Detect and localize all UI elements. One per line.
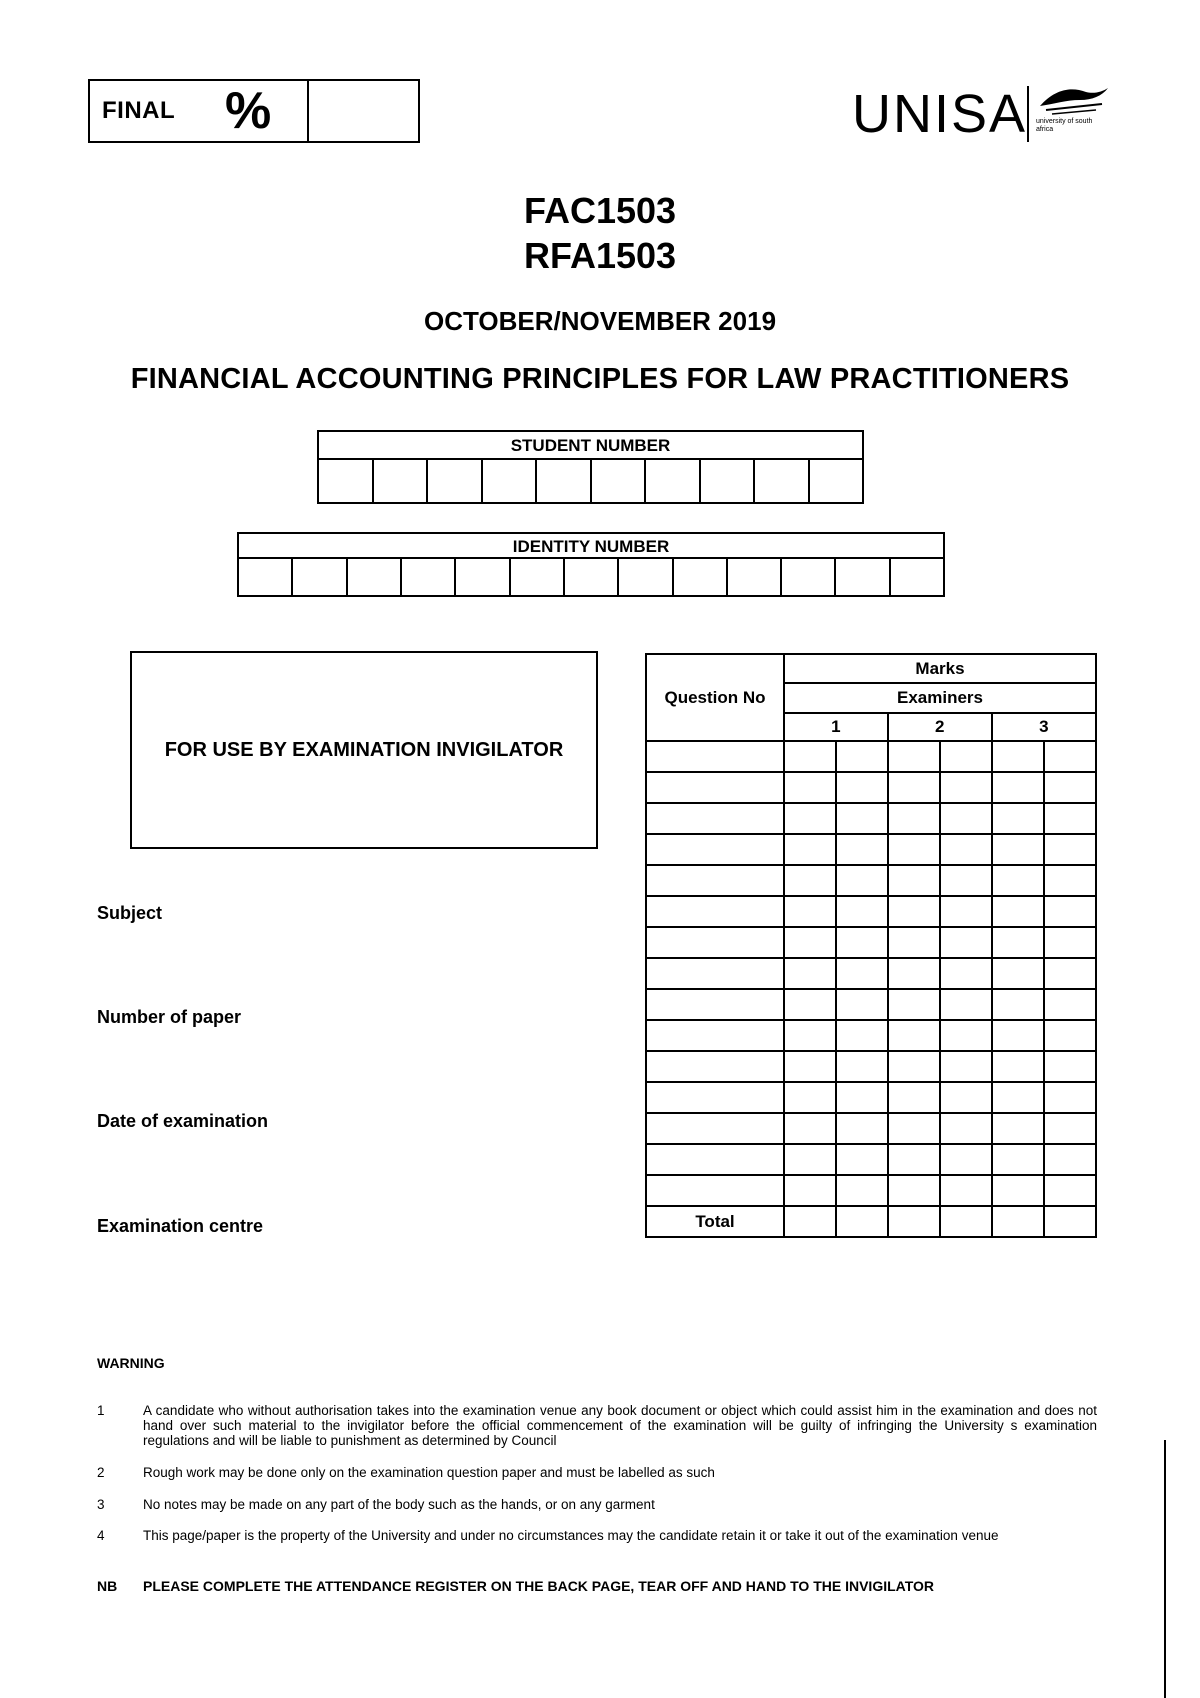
course-code-primary: FAC1503: [523, 190, 677, 231]
mark-cell[interactable]: [836, 1020, 888, 1051]
mark-cell[interactable]: [1044, 896, 1096, 927]
warning-item-number: 4: [97, 1528, 105, 1543]
logo-divider: [1027, 86, 1029, 142]
student-number-digit[interactable]: [428, 460, 483, 502]
mark-cell[interactable]: [836, 834, 888, 865]
mark-cell[interactable]: [1044, 1020, 1096, 1051]
mark-cell[interactable]: [1044, 772, 1096, 803]
invigilator-box: [130, 651, 598, 849]
marks-row: [646, 1175, 1096, 1206]
examiner-2-header: 2: [888, 713, 992, 741]
mark-cell[interactable]: [888, 741, 940, 772]
warning-title: WARNING: [97, 1355, 165, 1371]
marks-row: [646, 958, 1096, 989]
mark-cell[interactable]: [940, 1113, 992, 1144]
total-row: [646, 1206, 1096, 1237]
mark-cell[interactable]: [836, 958, 888, 989]
mark-cell[interactable]: [1044, 1082, 1096, 1113]
warning-item-text: This page/paper is the property of the University and under no circumstances may the candidate retain it or take it out of the examination venue: [143, 1528, 999, 1543]
student-number-digit[interactable]: [701, 460, 756, 502]
marks-table: [645, 653, 1097, 1238]
page-edge-line: [1164, 1440, 1166, 1698]
student-number-digit[interactable]: [646, 460, 701, 502]
mark-cell[interactable]: [940, 1051, 992, 1082]
mark-cell[interactable]: [888, 1206, 940, 1237]
student-number-digit[interactable]: [592, 460, 647, 502]
student-number-cells: [319, 460, 862, 502]
mark-cell[interactable]: [784, 896, 836, 927]
mark-cell[interactable]: [1044, 803, 1096, 834]
logo-subtext: university of south africa: [1036, 118, 1093, 133]
mark-cell[interactable]: [784, 803, 836, 834]
nb-notice: [97, 1578, 1107, 1594]
question-no-cell[interactable]: [646, 803, 784, 834]
identity-number-digit[interactable]: [402, 559, 456, 595]
marks-row: [646, 1082, 1096, 1113]
mark-cell[interactable]: [940, 1082, 992, 1113]
unisa-logo: [852, 80, 1110, 146]
warning-item: [97, 1465, 1097, 1480]
marks-row: [646, 1113, 1096, 1144]
warning-item-text: Rough work may be done only on the examination question paper and must be labelled as such: [143, 1465, 715, 1480]
identity-number-digit[interactable]: [456, 559, 510, 595]
marks-row: [646, 1144, 1096, 1175]
marks-row: [646, 896, 1096, 927]
examiner-1-header: 1: [784, 713, 888, 741]
marks-row: [646, 989, 1096, 1020]
mark-cell[interactable]: [992, 1051, 1044, 1082]
mark-cell[interactable]: [836, 1113, 888, 1144]
marks-row: [646, 834, 1096, 865]
question-no-cell[interactable]: [646, 741, 784, 772]
mark-cell[interactable]: [888, 834, 940, 865]
mark-cell[interactable]: [1044, 865, 1096, 896]
marks-row: [646, 803, 1096, 834]
percent-symbol: %: [225, 82, 272, 140]
identity-number-digit[interactable]: [293, 559, 347, 595]
mark-cell[interactable]: [940, 989, 992, 1020]
field-number-of-paper: Number of paper: [97, 1007, 242, 1027]
total-label: Total: [646, 1206, 784, 1237]
student-number-digit[interactable]: [755, 460, 810, 502]
mark-cell[interactable]: [836, 1051, 888, 1082]
mark-cell[interactable]: [836, 896, 888, 927]
mark-cell[interactable]: [940, 1206, 992, 1237]
identity-number-digit[interactable]: [674, 559, 728, 595]
question-no-cell[interactable]: [646, 989, 784, 1020]
mark-cell[interactable]: [888, 772, 940, 803]
identity-number-digit[interactable]: [348, 559, 402, 595]
marks-row: [646, 772, 1096, 803]
marks-row: [646, 1020, 1096, 1051]
mark-cell[interactable]: [992, 1206, 1044, 1237]
question-no-cell[interactable]: [646, 865, 784, 896]
warning-item-number: 3: [97, 1497, 105, 1512]
mark-cell[interactable]: [836, 803, 888, 834]
nb-text: PLEASE COMPLETE THE ATTENDANCE REGISTER ON THE BACK PAGE, TEAR OFF AND HAND TO THE INVIGILATOR: [143, 1578, 935, 1594]
final-label: FINAL: [102, 97, 176, 124]
marks-row: [646, 927, 1096, 958]
final-label-cell: [90, 81, 309, 141]
examiner-3-header: 3: [992, 713, 1096, 741]
marks-header: Marks: [784, 654, 1096, 683]
student-number-box: [317, 430, 864, 504]
mark-cell[interactable]: [940, 958, 992, 989]
question-no-cell[interactable]: [646, 1082, 784, 1113]
exam-session: OCTOBER/NOVEMBER 2019: [423, 306, 777, 336]
student-number-digit[interactable]: [319, 460, 374, 502]
student-number-digit[interactable]: [374, 460, 429, 502]
mark-cell[interactable]: [1044, 834, 1096, 865]
mark-cell[interactable]: [1044, 1206, 1096, 1237]
question-no-cell[interactable]: [646, 958, 784, 989]
mark-cell[interactable]: [784, 958, 836, 989]
identity-number-digit[interactable]: [836, 559, 890, 595]
mark-cell[interactable]: [992, 958, 1044, 989]
mark-cell[interactable]: [784, 1144, 836, 1175]
mark-cell[interactable]: [992, 1144, 1044, 1175]
mark-cell[interactable]: [888, 1175, 940, 1206]
mark-cell[interactable]: [784, 865, 836, 896]
mark-cell[interactable]: [992, 834, 1044, 865]
mark-cell[interactable]: [836, 772, 888, 803]
mark-cell[interactable]: [992, 803, 1044, 834]
mark-cell[interactable]: [940, 927, 992, 958]
mark-cell[interactable]: [888, 1082, 940, 1113]
examiners-header: Examiners: [784, 683, 1096, 713]
marks-header-row: [646, 654, 1096, 683]
mark-cell[interactable]: [992, 772, 1044, 803]
mark-cell[interactable]: [784, 772, 836, 803]
mark-cell[interactable]: [784, 1082, 836, 1113]
mark-cell[interactable]: [888, 927, 940, 958]
logo-wordmark: UNISA: [852, 84, 1028, 144]
mark-cell[interactable]: [836, 1082, 888, 1113]
bird-icon: [1036, 84, 1110, 118]
mark-cell[interactable]: [992, 989, 1044, 1020]
invigilator-label: FOR USE BY EXAMINATION INVIGILATOR: [164, 738, 564, 761]
identity-number-digit[interactable]: [782, 559, 836, 595]
mark-cell[interactable]: [836, 1144, 888, 1175]
identity-number-digit[interactable]: [565, 559, 619, 595]
marks-row: [646, 741, 1096, 772]
identity-number-cells: [239, 559, 943, 595]
field-examination-centre: Examination centre: [97, 1216, 264, 1236]
mark-cell[interactable]: [1044, 1051, 1096, 1082]
mark-cell[interactable]: [888, 865, 940, 896]
mark-cell[interactable]: [940, 1144, 992, 1175]
mark-cell[interactable]: [940, 1020, 992, 1051]
mark-cell[interactable]: [992, 927, 1044, 958]
question-no-cell[interactable]: [646, 1020, 784, 1051]
identity-number-digit[interactable]: [619, 559, 673, 595]
mark-cell[interactable]: [784, 1020, 836, 1051]
nb-label: NB: [97, 1578, 118, 1594]
mark-cell[interactable]: [784, 741, 836, 772]
mark-cell[interactable]: [784, 834, 836, 865]
mark-cell[interactable]: [940, 896, 992, 927]
mark-cell[interactable]: [1044, 741, 1096, 772]
mark-cell[interactable]: [888, 1020, 940, 1051]
question-no-cell[interactable]: [646, 834, 784, 865]
final-percentage-box: [88, 79, 420, 143]
mark-cell[interactable]: [836, 865, 888, 896]
mark-cell[interactable]: [992, 741, 1044, 772]
mark-cell[interactable]: [888, 896, 940, 927]
question-no-cell[interactable]: [646, 1175, 784, 1206]
mark-cell[interactable]: [992, 865, 1044, 896]
question-no-cell[interactable]: [646, 1051, 784, 1082]
student-number-digit[interactable]: [537, 460, 592, 502]
mark-cell[interactable]: [992, 1113, 1044, 1144]
identity-number-digit[interactable]: [891, 559, 943, 595]
warning-item-number: 1: [97, 1403, 105, 1418]
identity-number-digit[interactable]: [728, 559, 782, 595]
student-number-digit[interactable]: [483, 460, 538, 502]
mark-cell[interactable]: [784, 1175, 836, 1206]
student-number-label: STUDENT NUMBER: [319, 432, 862, 460]
warning-item-text: A candidate who without authorisation takes into the examination venue any book document or object which could assist him in the examination and does not hand over such material to the invigilator before the official commencement of the examination will be guilty of infringing the University s examination regulations and will be liable to punishment as determined by Council: [143, 1403, 1097, 1448]
mark-cell[interactable]: [940, 1175, 992, 1206]
mark-cell[interactable]: [888, 989, 940, 1020]
marks-row: [646, 865, 1096, 896]
question-no-cell[interactable]: [646, 772, 784, 803]
warning-item: [97, 1403, 1097, 1448]
mark-cell[interactable]: [1044, 989, 1096, 1020]
marks-row: [646, 1051, 1096, 1082]
mark-cell[interactable]: [888, 803, 940, 834]
mark-cell[interactable]: [1044, 927, 1096, 958]
final-mark-entry-cell[interactable]: [309, 81, 418, 141]
identity-number-digit[interactable]: [239, 559, 293, 595]
identity-number-digit[interactable]: [511, 559, 565, 595]
warning-item: [97, 1497, 1097, 1512]
mark-cell[interactable]: [784, 1051, 836, 1082]
page-title: FINANCIAL ACCOUNTING PRINCIPLES FOR LAW PRACTITIONERS: [130, 363, 1070, 395]
field-date-of-examination: Date of examination: [97, 1111, 269, 1131]
mark-cell[interactable]: [940, 834, 992, 865]
mark-cell[interactable]: [836, 927, 888, 958]
warning-item-number: 2: [97, 1465, 105, 1480]
mark-cell[interactable]: [836, 1206, 888, 1237]
mark-cell[interactable]: [888, 958, 940, 989]
mark-cell[interactable]: [940, 865, 992, 896]
question-no-cell[interactable]: [646, 896, 784, 927]
question-no-header: Question No: [646, 654, 784, 741]
mark-cell[interactable]: [888, 1113, 940, 1144]
mark-cell[interactable]: [1044, 1175, 1096, 1206]
warning-item-text: No notes may be made on any part of the body such as the hands, or on any garment: [143, 1497, 655, 1512]
mark-cell[interactable]: [992, 1082, 1044, 1113]
identity-number-box: [237, 532, 945, 597]
mark-cell[interactable]: [940, 803, 992, 834]
course-code-secondary: RFA1503: [523, 235, 677, 276]
mark-cell[interactable]: [992, 1175, 1044, 1206]
mark-cell[interactable]: [888, 1051, 940, 1082]
mark-cell[interactable]: [784, 1206, 836, 1237]
mark-cell[interactable]: [1044, 958, 1096, 989]
student-number-digit[interactable]: [810, 460, 863, 502]
identity-number-label: IDENTITY NUMBER: [239, 534, 943, 559]
mark-cell[interactable]: [836, 989, 888, 1020]
mark-cell[interactable]: [784, 927, 836, 958]
mark-cell[interactable]: [784, 989, 836, 1020]
mark-cell[interactable]: [940, 772, 992, 803]
mark-cell[interactable]: [888, 1144, 940, 1175]
warning-item: [97, 1528, 1097, 1543]
question-no-cell[interactable]: [646, 1113, 784, 1144]
question-no-cell[interactable]: [646, 1144, 784, 1175]
mark-cell[interactable]: [784, 1113, 836, 1144]
mark-cell[interactable]: [1044, 1113, 1096, 1144]
question-no-cell[interactable]: [646, 927, 784, 958]
mark-cell[interactable]: [836, 1175, 888, 1206]
field-subject: Subject: [97, 903, 163, 923]
mark-cell[interactable]: [992, 1020, 1044, 1051]
mark-cell[interactable]: [940, 741, 992, 772]
mark-cell[interactable]: [992, 896, 1044, 927]
mark-cell[interactable]: [836, 741, 888, 772]
mark-cell[interactable]: [1044, 1144, 1096, 1175]
